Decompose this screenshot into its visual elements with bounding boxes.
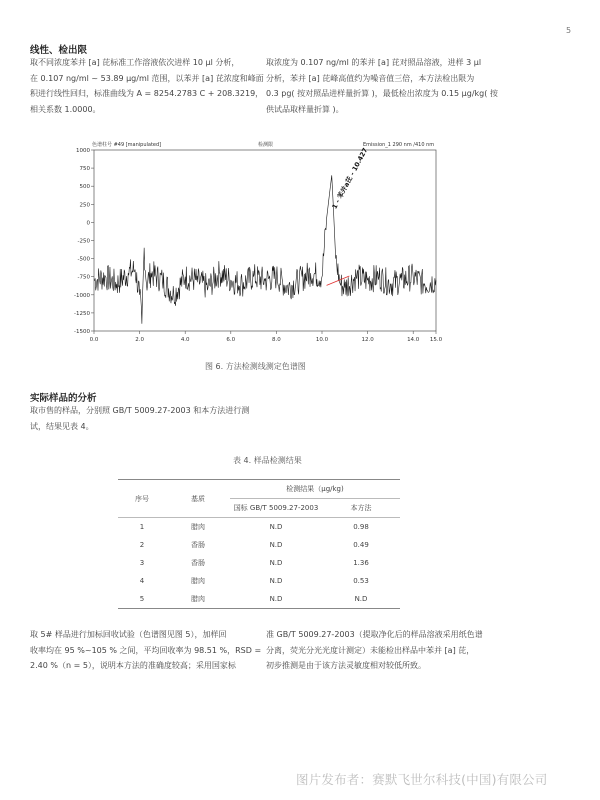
text-line: 供试品取样量折算 )。 — [266, 104, 344, 114]
plot-frame — [94, 150, 436, 331]
text-line: 积进行线性回归，标准曲线为 A = 8254.2783 C + 208.3219， — [30, 89, 264, 98]
text-line: 0.3 pg( 按对照品进样量折算 )，最低检出浓度为 0.15 µg/kg( 按 — [266, 89, 498, 98]
cell-no: 5 — [139, 595, 145, 603]
header-matrix: 基质 — [166, 480, 230, 518]
cell-no: 3 — [139, 559, 145, 567]
y-tick-label: -1500 — [74, 329, 90, 335]
cell-method: 0.53 — [353, 577, 369, 585]
page-number: 5 — [566, 26, 572, 35]
y-tick-label: -750 — [77, 274, 90, 281]
cell-no: 4 — [139, 577, 145, 585]
cell-no: 1 — [139, 523, 145, 531]
cell-matrix: 香肠 — [191, 541, 205, 549]
header-result-group: 检测结果（µg/kg) — [230, 480, 400, 499]
x-tick-label: 6.0 — [226, 337, 236, 343]
cell-matrix: 腊肉 — [191, 577, 205, 585]
y-tick-label: 750 — [79, 166, 90, 173]
header-method: 本方法 — [322, 499, 400, 518]
recovery-paragraph — [30, 627, 261, 674]
text-line: 相关系数 1.0000。 — [30, 104, 101, 114]
text-line: 试，结果见表 4。 — [30, 421, 94, 431]
x-tick-label: 15.0 — [429, 337, 443, 343]
peak-label: 1 - 苯并a芘 - 10.427 — [330, 146, 370, 211]
text-line: 分析，苯并 [a] 芘峰高值约为噪音值三倍，本方法检出限为 — [266, 73, 475, 83]
chart-header-left: 色谱柱号 #49 [manipulated] — [92, 142, 162, 148]
integration-baseline — [327, 276, 350, 285]
section-heading-sample-analysis: 实际样品的分析 — [30, 393, 97, 404]
chromatogram-chart — [70, 138, 445, 348]
y-tick-label: -500 — [77, 256, 90, 263]
results-table — [118, 479, 400, 609]
table-row — [118, 572, 400, 590]
table-title: 表 4. 样品检测结果 — [233, 456, 302, 465]
figure-caption: 图 6. 方法检测线测定色谱图 — [205, 362, 306, 371]
cell-gb: N.D — [269, 577, 283, 585]
x-tick-label: 12.0 — [361, 337, 374, 343]
standard-method-paragraph — [266, 627, 483, 674]
chromatogram-trace — [94, 175, 436, 323]
table-row — [118, 518, 400, 537]
cell-gb: N.D — [269, 523, 283, 531]
x-tick-label: 4.0 — [180, 337, 190, 343]
text-line: 2.40 %（n = 5），说明本方法的准确度较高；采用国家标 — [30, 661, 236, 670]
text-line: 初步推测是由于该方法灵敏度相对较低所致。 — [266, 661, 426, 670]
cell-gb: N.D — [269, 595, 283, 603]
text-line: 取浓度为 0.107 ng/ml 的苯并 [a] 芘对照品溶液，进样 3 µl — [266, 58, 482, 67]
cell-matrix: 腊肉 — [191, 523, 205, 531]
cell-gb: N.D — [269, 541, 283, 549]
x-tick-label: 10.0 — [315, 337, 329, 343]
detection-limit-paragraph — [266, 55, 498, 117]
y-tick-label: 1000 — [76, 148, 90, 154]
publisher-watermark: 图片发布者：赛默飞世尔科技(中国)有限公司 — [296, 772, 548, 787]
sample-analysis-paragraph — [30, 403, 249, 434]
cell-method: 1.36 — [353, 559, 369, 567]
y-tick-label: -250 — [77, 238, 90, 245]
linearity-paragraph — [30, 55, 264, 117]
x-tick-label: 0.0 — [89, 337, 99, 343]
text-line: 分离，荧光分光光度计测定）未能检出样品中苯并 [a] 芘， — [266, 645, 475, 655]
chart-header-mid: 检测限 — [258, 142, 274, 148]
table-row — [118, 590, 400, 609]
cell-no: 2 — [139, 541, 145, 549]
y-tick-label: 0 — [86, 220, 90, 227]
cell-gb: N.D — [269, 559, 283, 567]
text-line: 取市售的样品，分别照 GB/T 5009.27-2003 和本方法进行测 — [30, 406, 250, 415]
table-row — [118, 536, 400, 554]
y-tick-label: -1250 — [74, 310, 90, 317]
y-tick-label: 250 — [79, 202, 90, 209]
cell-method: 0.49 — [353, 541, 369, 549]
cell-matrix: 腊肉 — [191, 595, 205, 603]
chart-header-right: Emission_1 290 nm /410 nm — [363, 142, 435, 148]
section-heading-linearity: 线性、检出限 — [30, 45, 88, 56]
header-no: 序号 — [118, 480, 166, 518]
text-line: 在 0.107 ng/ml ~ 53.89 µg/ml 范围，以苯并 [a] 芘浓度和峰面 — [30, 73, 264, 83]
y-tick-label: 500 — [79, 184, 90, 191]
text-line: 准 GB/T 5009.27-2003（提取净化后的样品溶液采用纸色谱 — [266, 630, 483, 639]
text-line: 取不同浓度苯并 [a] 芘标准工作溶液依次进样 10 µl 分析， — [30, 58, 240, 67]
y-tick-label: -1000 — [74, 292, 90, 299]
cell-method: 0.98 — [353, 523, 369, 531]
cell-method: N.D — [354, 595, 368, 603]
text-line: 取 5# 样品进行加标回收试验（色谱图见图 5），加样回 — [30, 630, 227, 639]
text-line: 收率均在 95 %~105 % 之间，平均回收率为 98.51 %，RSD = — [30, 645, 262, 655]
header-gb: 国标 GB/T 5009.27-2003 — [230, 499, 322, 518]
x-tick-label: 2.0 — [135, 337, 144, 343]
cell-matrix: 香肠 — [191, 559, 205, 567]
table-row — [118, 554, 400, 572]
x-tick-label: 8.0 — [272, 337, 281, 343]
x-tick-label: 14.0 — [407, 337, 420, 343]
